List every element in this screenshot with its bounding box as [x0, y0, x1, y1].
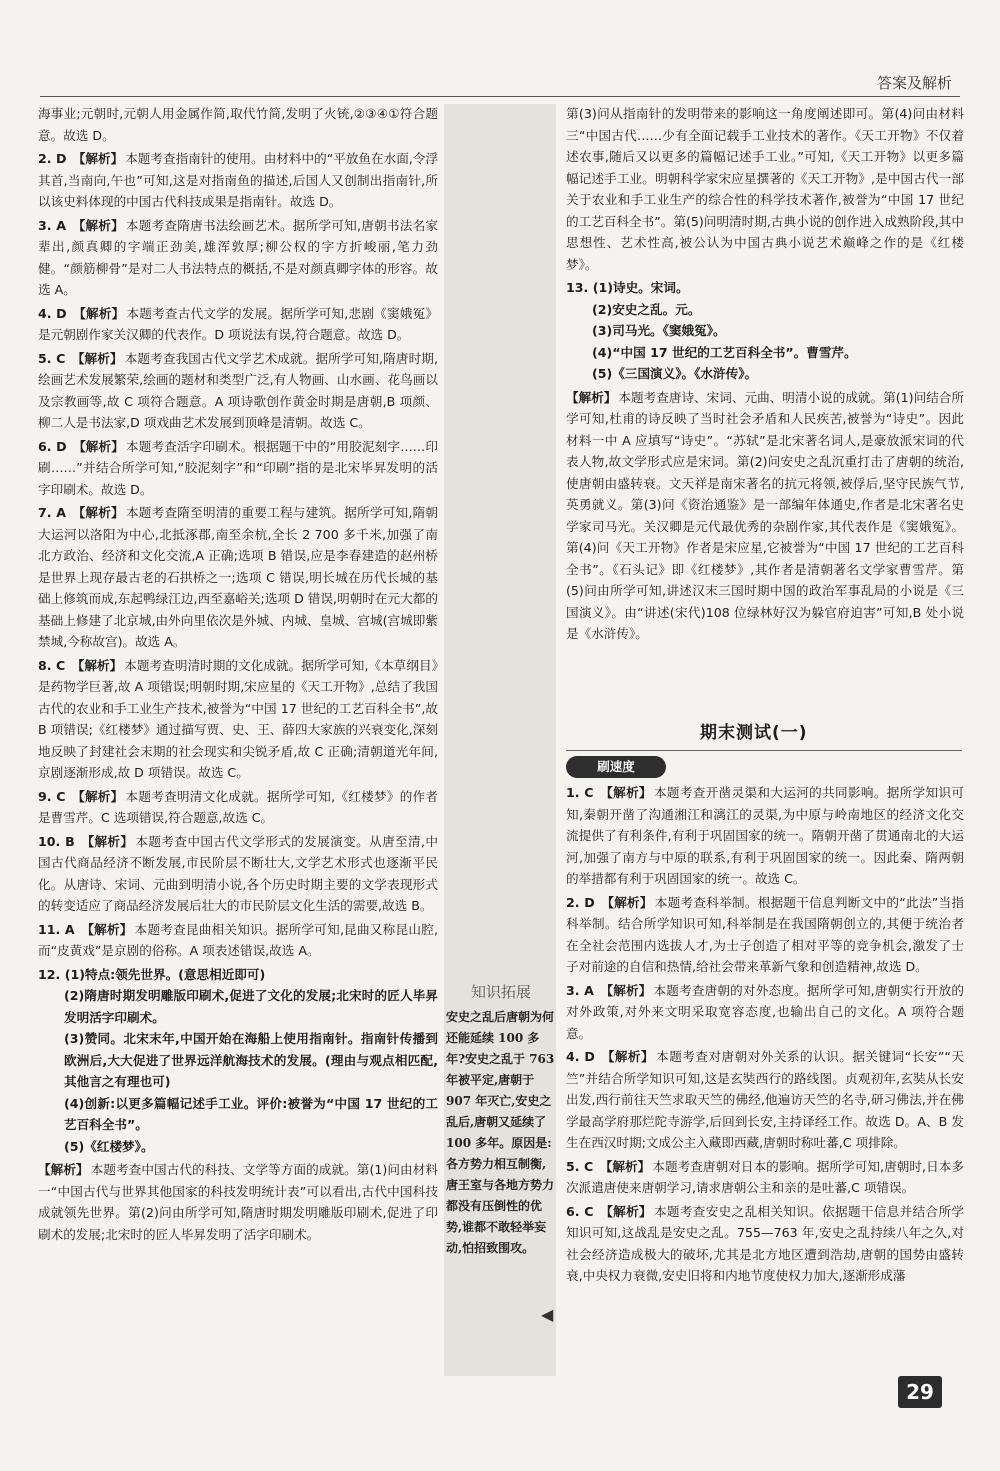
question-number: 4.	[566, 1049, 580, 1064]
answer-item	[566, 387, 964, 645]
answer-item	[38, 831, 438, 917]
answer-item	[38, 786, 438, 829]
analysis-tag: 【解析】	[73, 305, 125, 321]
answer-line-text: (1)特点:领先世界。(意思相近即可)	[64, 966, 266, 982]
answer-text: 本题考查昆曲相关知识。据所学可知,昆曲又称昆山腔,而“皮黄戏”是京剧的俗称。A 项表述错误,故选 A。	[38, 921, 439, 958]
question-number: 9.	[38, 788, 52, 804]
header-title: 答案及解析	[876, 74, 952, 92]
answer-item	[38, 502, 438, 653]
question-number: 7.	[38, 505, 52, 520]
answer-letter: D	[579, 1049, 600, 1064]
answer-text: 本题考查唐朝的对外态度。据所学可知,唐朝实行开放的对外政策,对外来文明采取宽容态度,也输出自己的文化。A 项符合题意。	[566, 982, 965, 1041]
answer-letter: C	[579, 785, 599, 800]
question-number: 2.	[38, 151, 52, 166]
question-number: 6.	[566, 1203, 580, 1219]
section-rule	[566, 750, 962, 751]
answer-letter: A	[579, 982, 599, 998]
answer-letter: D	[51, 305, 72, 321]
answer-line	[566, 277, 964, 299]
question-number: 12.	[38, 966, 65, 982]
answer-item	[38, 215, 438, 301]
answer-letter: C	[579, 1203, 599, 1219]
answer-letter: B	[60, 833, 80, 849]
answer-letter: C	[579, 1158, 598, 1174]
answer-letter: D	[51, 151, 71, 166]
answer-item	[566, 782, 964, 890]
analysis-tag: 【解析】	[72, 151, 124, 166]
section-title: 期末测试(一)	[700, 723, 808, 743]
answer-text: 本题考查古代文学的发展。据所学可知,悲剧《窦娥冤》是元朝剧作家关汉卿的代表作。D 项说法有误,符合题意。故选 D。	[38, 305, 438, 342]
question-number: 13.	[566, 280, 593, 295]
answer-line	[38, 964, 438, 986]
answer-item	[566, 1046, 964, 1154]
answer-line	[38, 985, 438, 1028]
answer-item	[566, 1156, 964, 1199]
question-number: 4.	[38, 305, 52, 321]
answer-line	[566, 363, 964, 385]
analysis-tag: 【解析】	[599, 1158, 651, 1174]
header-rule	[40, 96, 960, 97]
analysis-tag: 【解析】	[600, 1203, 652, 1219]
answer-item	[38, 1159, 438, 1245]
answer-line-text: (3)司马光。《窦娥冤》。	[592, 323, 726, 338]
answer-text: 本题考查开凿灵渠和大运河的共同影响。据所学知识可知,秦朝开凿了沟通湘江和漓江的灵渠,为中原与岭南地区的经济文化交流提供了有利条件,有利于巩固国家的统一。隋朝开凿了贯通南北的大运河,加强了南方与中原的联系,有利于巩固国家的统一。因此秦、隋两朝的举措都有利于巩固国家的统一。故选 C。	[566, 785, 965, 886]
answer-line	[38, 1136, 438, 1158]
answer-text: 本题考查科举制。根据题干信息判断文中的“此法”当指科举制。结合所学知识可知,科举制是在我国隋朝创立的,其便于统治者在全社会范围内选拔人才,为士子创造了相对平等的竞争机会,激发了士子对前途的自信和热情,给社会带来革新气象和创造精神,故选 D。	[566, 894, 964, 974]
analysis-tag: 【解析】	[71, 350, 123, 366]
answer-line-text: (3)赞同。北宋末年,中国开始在海船上使用指南针。指南针传播到欧洲后,大大促进了世界远洋航海技术的发展。(理由与观点相匹配,其他言之有理也可)	[64, 1031, 438, 1089]
answer-item	[566, 892, 964, 978]
answer-letter: D	[51, 438, 72, 454]
analysis-tag: 【解析】	[566, 389, 617, 405]
answer-text: 本题考查安史之乱相关知识。依据题干信息并结合所学知识可知,这战乱是安史之乱。755—763 年,安史之乱持续八年之久,对社会经济造成极大的破坏,尤其是北方地区遭到浩劫,唐朝的国势由盛转衰,中央权力衰微,安史旧将和内地节度使权力加大,逐渐形成藩	[566, 1203, 965, 1283]
analysis-tag: 【解析】	[71, 657, 123, 673]
answer-item	[566, 1201, 964, 1287]
analysis-tag: 【解析】	[600, 982, 652, 998]
answer-text: 第(3)问从指南针的发明带来的影响这一角度阐述即可。第(4)问由材料三“中国古代……少有全面记载手工业技术的著作。《天工开物》不仅着述农事,随后又以更多的篇幅记述手工业。”可知,《天工开物》以更多篇幅记述手工业。明朝科学家宋应星撰著的《天工开物》,是中国古代一部关于农业和手工业生产的综合性的科学技术著作,被誉为“中国 17 世纪的工艺百科全书”。第(5)问明清时期,古典小说的创作进入成熟阶段,其中思想性、艺术性高,被公认为中国古典小说艺术巅峰之作的是《红楼梦》。	[566, 106, 964, 272]
answer-letter: C	[51, 788, 71, 804]
question-number: 3.	[38, 217, 52, 233]
answer-line	[38, 1093, 438, 1136]
answer-item	[566, 277, 964, 385]
analysis-tag: 【解析】	[72, 217, 124, 233]
analysis-tag: 【解析】	[601, 894, 653, 910]
question-number: 5.	[566, 1158, 580, 1174]
answer-text: 本题考查隋唐书法绘画艺术。据所学可知,唐朝书法名家辈出,颜真卿的字端正劲美,雄浑敦厚;柳公权的字方折峻丽,笔力劲健。“颜筋柳骨”是对二人书法特点的概括,不是对颜真卿字体的形容。故选 A。	[38, 217, 439, 297]
answer-line-text: (2)安史之乱。元。	[592, 301, 701, 317]
answer-line	[566, 342, 964, 364]
arrow-icon: ◀	[541, 1305, 554, 1324]
sidebar-title: 知识拓展	[470, 983, 531, 1001]
analysis-tag: 【解析】	[72, 505, 124, 520]
answer-text: 本题考查指南针的使用。由材料中的“平放鱼在水面,令浮其首,当南向,午也”可知,这是对指南鱼的描述,后国人又创制出指南针,所以该史料体现的中国古代科技成果是指南针。故选 D。	[38, 151, 439, 209]
answer-item	[566, 980, 964, 1045]
answer-text: 本题考查隋至明清的重要工程与建筑。据所学可知,隋朝大运河以洛阳为中心,北抵涿郡,南至余杭,全长 2 700 多千米,加强了南北方政治、经济和文化交流,A 正确;选项 B 错误,应是李春建造的赵州桥是世界上现存最古老的石拱桥之一;选项 C 错误,明长城在历代长城的基础上修筑而成,东起鸭绿江边,西至嘉峪关;选项 D 错误,明朝时在元大都的基础上修建了北京城,由外向里依次是外城、内城、皇城、宫城(宫城即紫禁城,今称故宫)。故选 A。	[38, 505, 439, 649]
sidebar-text: 安史之乱后唐朝为何还能延续 100 多年?安史之乱于 763 年被平定,唐朝于 907 年灭亡,安史之乱后,唐朝又延续了 100 多年。原因是:各方势力相互制衡,唐王室与各地方势力都没有压倒性的优势,谁都不敢轻举妄动,怕招致围攻。	[446, 1010, 555, 1255]
page-number: 29	[898, 1376, 942, 1408]
question-number: 10.	[38, 833, 61, 849]
analysis-tag: 【解析】	[81, 921, 133, 937]
answer-text: 本题考查中国古代文学形式的发展演变。从唐至清,中国古代商品经济不断发展,市民阶层不断壮大,文学艺术形式也逐渐平民化。从唐诗、宋词、元曲到明清小说,各个历史时期主要的文学表现形式的转变适应了商品经济发展后壮大的市民阶层文化生活的需要,故选 B。	[38, 833, 439, 913]
answer-text: 本题考查明清时期的文化成就。据所学可知,《本草纲目》是药物学巨著,故 A 项错误;明朝时期,宋应星的《天工开物》,总结了我国古代的农业和手工业生产技术,被誉为“中国 17 世纪的工艺百科全书”,故 B 项错误;《红楼梦》通过描写贾、史、王、薛四大家族的兴衰变化,深刻地反映了封建社会末期的社会现实和尖锐矛盾,故 C 正确;清朝道光年间,京剧逐渐形成,故 D 项错误。故选 C。	[38, 657, 438, 780]
answer-line-text: (2)隋唐时期发明雕版印刷术,促进了文化的发展;北宋时的匠人毕昇发明活字印刷术。	[64, 988, 438, 1025]
answer-item	[38, 103, 438, 146]
analysis-tag: 【解析】	[72, 788, 124, 804]
analysis-tag: 【解析】	[601, 1049, 655, 1064]
answer-text: 本题考查对唐朝对外关系的认识。据关键词“长安”“天竺”并结合所学知识可知,这是玄奘西行的路线图。贞观初年,玄奘从长安出发,西行前往天竺求取天竺的佛经,他遍访天竺的名寺,研习佛法,并在佛学最高学府那烂陀寺游学,后回到长安,主持译经工作。故选 D。A、B 发生在西汉时期;文成公主入藏即西藏,唐朝时称吐蕃,C 项排除。	[566, 1049, 964, 1150]
answer-line-text: (5)《红楼梦》。	[64, 1138, 154, 1154]
question-number: 1.	[566, 785, 580, 800]
answer-text: 海事业;元朝时,元朝人用金属作简,取代竹简,发明了火铳,②③④①符合题意。故选 D。	[38, 106, 438, 143]
question-number: 5.	[38, 350, 52, 366]
answer-text: 本题考查唐诗、宋词、元曲、明清小说的成就。第(1)问结合所学可知,杜甫的诗反映了当时社会矛盾和人民疾苦,被誉为“诗史”。因此材料一中 A 应填写“诗史”。“苏轼”是北宋著名词人,是豪放派宋词的代表人物,故文学形式应是宋词。第(2)问安史之乱沉重打击了唐朝的统治,使唐朝由盛转衰。文天祥是南宋著名的抗元将领,被俘后,坚守民族气节,英勇就义。第(3)问《资治通鉴》是一部编年体通史,作者是北宋著名史学家司马光。关汉卿是元代最优秀的杂剧作家,其代表作是《窦娥冤》。第(4)问《天工开物》作者是宋应星,它被誉为“中国 17 世纪的工艺百科全书”。《石头记》即《红楼梦》,其作者是清朝著名文学家曹雪芹。第(5)问由所学可知,讲述汉末三国时期中国的政治军事乱局的小说是《三国演义》。由“讲述(宋代)108 位绿林好汉为躲官府迫害”可知,B 处小说是《水浒传》。	[566, 389, 964, 641]
answer-letter: A	[51, 217, 71, 233]
answer-line-text: (5)《三国演义》。《水浒传》。	[592, 366, 758, 381]
question-number: 6.	[38, 438, 52, 454]
analysis-tag: 【解析】	[600, 785, 652, 800]
answer-line	[38, 1028, 438, 1093]
sidebar-knowledge-box	[446, 982, 556, 1259]
answer-letter: C	[51, 350, 70, 366]
answer-item	[38, 348, 438, 434]
answer-letter: C	[51, 657, 70, 673]
answer-text: 本题考查活字印刷术。根据题干中的“用胶泥刻字……印刷……”并结合所学可知,“胶泥刻字”和“印刷”指的是北宋毕昇发明的活字印刷术。故选 D。	[38, 438, 438, 497]
question-number: 11.	[38, 921, 61, 937]
answer-text: 本题考查中国古代的科技、文学等方面的成就。第(1)问由材料一“中国古代与世界其他国家的科技发明统计表”可以看出,古代中国科技成就领先世界。第(2)问由所学可知,隋唐时期发明雕版印刷术,促进了印刷术的发展;北宋时的匠人毕昇发明了活字印刷术。	[38, 1162, 438, 1242]
answer-item	[38, 964, 438, 1158]
answer-line	[566, 299, 964, 321]
answer-item	[38, 303, 438, 346]
analysis-tag: 【解析】	[38, 1162, 89, 1177]
answer-item	[38, 436, 438, 501]
answer-text: 本题考查明清文化成就。据所学可知,《红楼梦》的作者是曹雪芹。C 选项错误,符合题意,故选 C。	[38, 788, 438, 825]
question-number: 3.	[566, 982, 580, 998]
answer-letter: D	[579, 894, 600, 910]
answer-text: 本题考查唐朝对日本的影响。据所学可知,唐朝时,日本多次派遣唐使来唐朝学习,请求唐朝公主和亲的是吐蕃,C 项错误。	[566, 1158, 965, 1195]
question-number: 8.	[38, 657, 52, 673]
answer-item	[38, 148, 438, 213]
analysis-tag: 【解析】	[73, 438, 125, 454]
answer-item	[38, 919, 438, 962]
question-number: 2.	[566, 894, 580, 910]
right-column-bottom	[566, 782, 964, 1289]
analysis-tag: 【解析】	[81, 833, 134, 849]
answer-line-text: (4)创新:以更多篇幅记述手工业。评价:被誉为“中国 17 世纪的工艺百科全书”。	[64, 1095, 438, 1132]
answer-letter: A	[60, 921, 80, 937]
answer-line-text: (1)诗史。宋词。	[592, 280, 689, 295]
answer-line	[566, 320, 964, 342]
left-column	[38, 103, 438, 1247]
answer-item	[38, 655, 438, 784]
answer-letter: A	[51, 505, 71, 520]
answer-item	[566, 103, 964, 275]
right-column-top	[566, 103, 964, 647]
speed-badge: 刷速度	[566, 756, 666, 778]
answer-text: 本题考查我国古代文学艺术成就。据所学可知,隋唐时期,绘画艺术发展繁荣,绘画的题材和类型广泛,有人物画、山水画、花鸟画以及宗教画等,故 C 项符合题意。A 项诗歌创作黄金时期是唐朝,B 项颜、柳二人是书法家,D 项戏曲艺术发展到顶峰是清朝。故选 C。	[38, 350, 439, 430]
answer-line-text: (4)“中国 17 世纪的工艺百科全书”。曹雪芹。	[592, 344, 857, 360]
